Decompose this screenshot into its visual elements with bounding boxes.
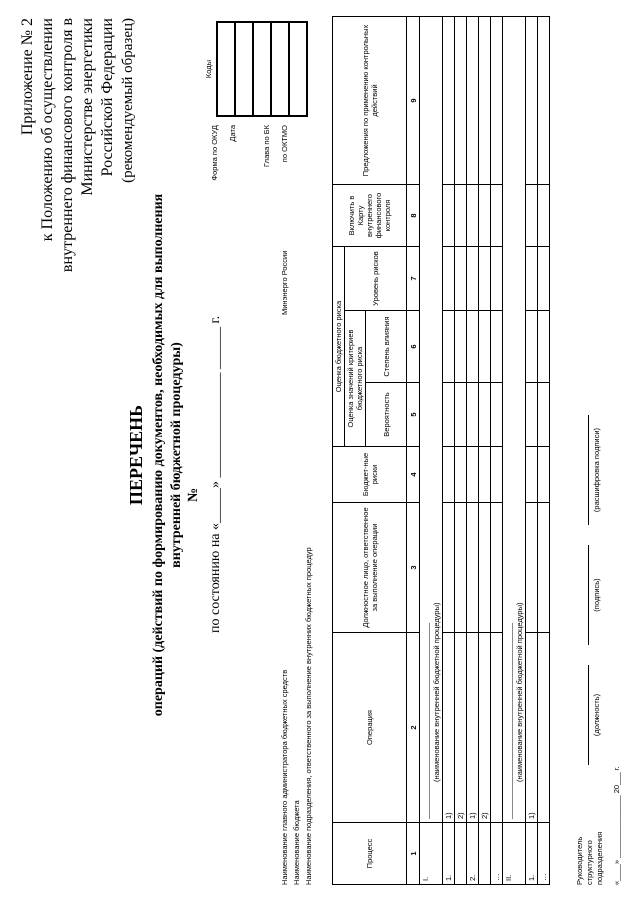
bk-chapter-code-cell [271, 22, 289, 116]
empty-cell [443, 383, 455, 447]
header-impact: Степень влияния [366, 311, 407, 383]
document-subtitle-line-1: операций (действий по формированию документов, необходимых для выполнения [151, 193, 166, 717]
process-cell: II. [503, 823, 515, 885]
codes-table [200, 21, 308, 117]
codes-header: Коды [200, 22, 217, 116]
signature-caption: (подпись) [592, 578, 601, 612]
position-line [588, 665, 589, 765]
process-cell [455, 823, 467, 885]
head-label: Руководитель структурного подразделения [575, 831, 604, 885]
appendix-line-5: Российской Федерации [99, 18, 116, 177]
process-cell [514, 823, 526, 885]
admin-value: Минэнерго России [280, 250, 289, 315]
process-cell: … [491, 823, 503, 885]
empty-cell [467, 17, 479, 185]
header-budget-risks: Бюджет-ные риски [333, 447, 407, 503]
empty-cell [538, 185, 550, 247]
empty-cell [455, 503, 467, 633]
column-number: 4 [407, 447, 420, 503]
process-cell: 1. [443, 823, 455, 885]
decode-caption: (расшифровка подписи) [592, 427, 601, 513]
oktmo-label: по ОКТМО [280, 125, 289, 163]
okud-label: Форма по ОКУД [210, 125, 219, 181]
empty-cell [491, 185, 503, 247]
empty-cell [538, 17, 550, 185]
date-label: Дата [228, 125, 237, 142]
operation-cell: 1) [443, 633, 455, 823]
procedure-name-line: _______________________________________________ [420, 17, 432, 823]
procedure-name-caption: (наименование внутренней бюджетной процедуры) [431, 17, 443, 823]
empty-cell [526, 247, 538, 311]
process-cell: 1. [526, 823, 538, 885]
empty-cell [467, 311, 479, 383]
admin-label: Наименование главного администратора бюджетных средств [280, 669, 289, 885]
empty-cell [467, 503, 479, 633]
table-row [455, 17, 467, 885]
table-body [420, 17, 550, 885]
table-row [467, 17, 479, 885]
procedure-caption-row [431, 17, 443, 885]
operation-cell: 1) [526, 633, 538, 823]
empty-cell [479, 247, 491, 311]
division-label: Наименование подразделения, ответственного за выполнение внутренних бюджетных процедур [304, 547, 313, 885]
signature-line [588, 545, 589, 645]
header-include-map: Включить в Карту внутреннего финансового контроля [333, 185, 407, 247]
empty-cell [443, 503, 455, 633]
column-number: 2 [407, 633, 420, 823]
header-risk-assessment: Оценка бюджетного риска [333, 247, 345, 447]
column-number: 5 [407, 383, 420, 447]
header-probability: Вероятность [366, 383, 407, 447]
procedure-name-caption: (наименование внутренней бюджетной процедуры) [514, 17, 526, 823]
column-number: 6 [407, 311, 420, 383]
empty-cell [443, 311, 455, 383]
document-title: ПЕРЕЧЕНЬ [126, 404, 146, 506]
empty-cell [443, 247, 455, 311]
header-operation: Операция [333, 633, 407, 823]
empty-cell [526, 185, 538, 247]
header-proposals: Предложения по применению контрольных действий [333, 17, 407, 185]
column-number: 3 [407, 503, 420, 633]
table-row [491, 17, 503, 885]
empty-cell [455, 383, 467, 447]
budget-label: Наименование бюджета [292, 800, 301, 885]
okud-code-cell [217, 22, 235, 116]
empty-cell [538, 503, 550, 633]
column-number: 7 [407, 247, 420, 311]
empty-cell [526, 17, 538, 185]
column-number: 1 [407, 823, 420, 885]
empty-cell [467, 447, 479, 503]
empty-cell [479, 383, 491, 447]
operations-table [332, 16, 550, 885]
empty-cell [479, 447, 491, 503]
empty-cell [455, 185, 467, 247]
column-numbers-row [407, 17, 420, 885]
empty-cell [491, 17, 503, 185]
document-subtitle-line-2: внутренней бюджетной процедуры) [169, 342, 184, 568]
empty-cell [467, 247, 479, 311]
empty-cell [538, 447, 550, 503]
empty-cell [491, 503, 503, 633]
table-row [443, 17, 455, 885]
process-cell [479, 823, 491, 885]
position-caption: (должность) [592, 693, 601, 737]
procedure-section-row [503, 17, 515, 885]
empty-cell [479, 185, 491, 247]
process-cell: … [538, 823, 550, 885]
empty-cell [491, 447, 503, 503]
column-number: 8 [407, 185, 420, 247]
empty-cell [538, 247, 550, 311]
operation-cell [538, 633, 550, 823]
operation-cell: 2) [479, 633, 491, 823]
procedure-name-line: _______________________________________________ [503, 17, 515, 823]
table-row [538, 17, 550, 885]
empty-cell [526, 383, 538, 447]
empty-cell [455, 447, 467, 503]
empty-cell [443, 185, 455, 247]
empty-cell [526, 447, 538, 503]
appendix-line-1: Приложение № 2 [19, 18, 36, 136]
column-number: 9 [407, 17, 420, 185]
table-row [526, 17, 538, 885]
empty-cell [526, 503, 538, 633]
empty-cell [538, 311, 550, 383]
operation-cell: 2) [455, 633, 467, 823]
signature-date: «____» _______________ 20___ г. [612, 766, 621, 885]
appendix-line-4: Министерстве энергетики [79, 18, 96, 196]
empty-cell [455, 247, 467, 311]
process-cell: I. [420, 823, 432, 885]
process-cell [431, 823, 443, 885]
empty-cell [467, 383, 479, 447]
empty-cell [455, 17, 467, 185]
empty-cell [479, 503, 491, 633]
bk-chapter-label: Глава по БК [262, 125, 271, 167]
empty-cell [538, 383, 550, 447]
procedure-caption-row [514, 17, 526, 885]
recommended-sample-note: (рекомендуемый образец) [120, 18, 136, 183]
operation-cell [491, 633, 503, 823]
empty-cell [455, 311, 467, 383]
empty-cell [491, 383, 503, 447]
blank-code-cell [253, 22, 271, 116]
empty-cell [467, 185, 479, 247]
date-code-cell [235, 22, 253, 116]
empty-cell [479, 17, 491, 185]
process-cell: 2. [467, 823, 479, 885]
empty-cell [491, 247, 503, 311]
empty-cell [479, 311, 491, 383]
empty-cell [491, 311, 503, 383]
operation-cell: 1) [467, 633, 479, 823]
as-of-date-line: по состоянию на «_____» _______________ ______ г. [208, 315, 223, 633]
document-number-sign: № [186, 487, 201, 503]
oktmo-code-cell [289, 22, 307, 116]
empty-cell [443, 447, 455, 503]
header-official: Должностное лицо, ответственное за выполнение операции [333, 503, 407, 633]
decode-line [588, 415, 589, 525]
procedure-section-row [420, 17, 432, 885]
empty-cell [526, 311, 538, 383]
appendix-line-2: к Положению об осуществлении [39, 18, 56, 242]
header-risk-level: Уровень рисков [345, 247, 407, 311]
header-process: Процесс [333, 823, 407, 885]
table-row [479, 17, 491, 885]
header-criteria: Оценка значений критериев бюджетного риска [345, 311, 366, 447]
empty-cell [443, 17, 455, 185]
appendix-line-3: внутреннего финансового контроля в [59, 18, 76, 273]
